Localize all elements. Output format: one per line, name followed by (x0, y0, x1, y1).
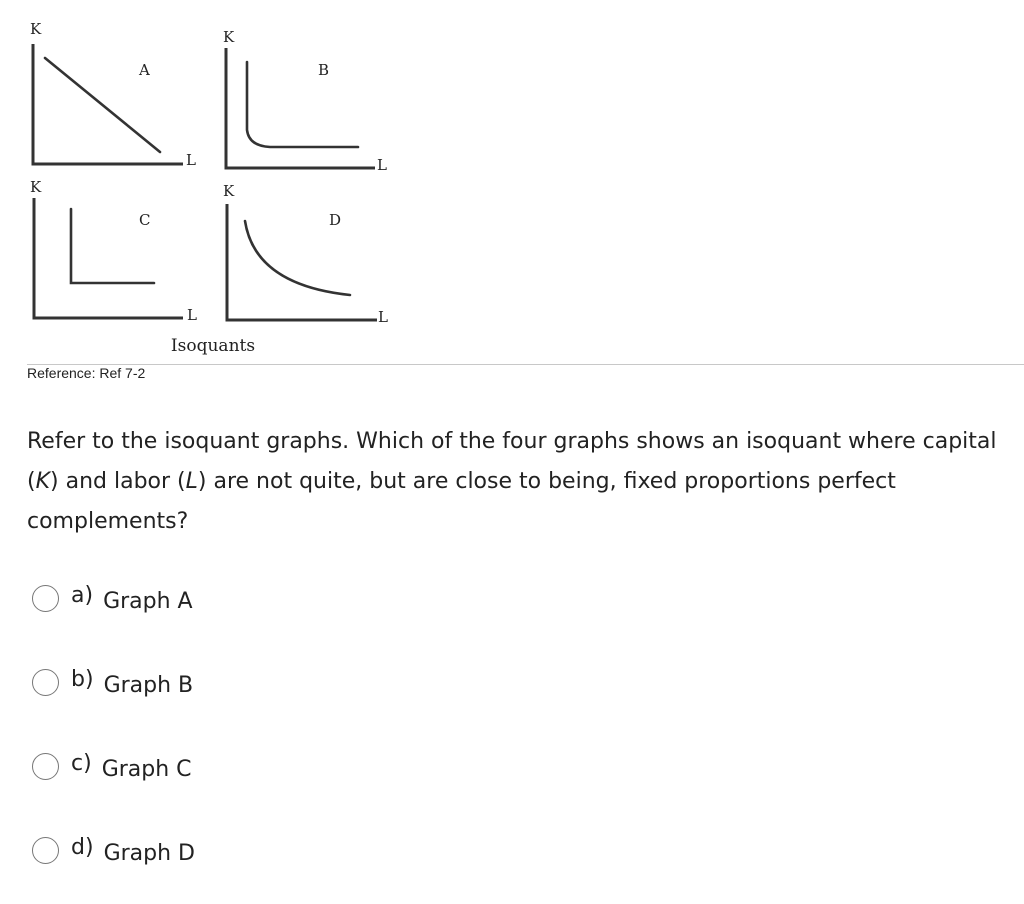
radio-button[interactable] (32, 585, 59, 612)
graph-a (30, 20, 196, 169)
graph-label: B (318, 61, 330, 79)
axes (227, 204, 377, 320)
radio-button[interactable] (32, 669, 59, 696)
axes (226, 48, 375, 168)
isoquant-curve (245, 221, 350, 295)
graph-label: D (329, 211, 342, 229)
question-text (27, 422, 1007, 542)
question-part: ) and labor ( (50, 469, 186, 494)
x-axis-label: L (186, 151, 196, 169)
question-part: ) are not quite, but are close to being, fixed proportions perfect complements? (27, 469, 896, 534)
option-letter: c) (71, 750, 92, 776)
question-part: Refer to the isoquant graphs. Which of the four graphs shows an isoquant where capital ( (27, 429, 997, 494)
axes (34, 198, 183, 318)
graph-d (223, 182, 388, 326)
option-a[interactable] (32, 582, 193, 614)
option-b[interactable] (32, 666, 193, 698)
y-axis-label: K (30, 178, 42, 196)
option-label[interactable]: Graph C (101, 756, 192, 782)
option-letter: b) (71, 666, 94, 692)
option-d[interactable] (32, 834, 195, 866)
x-axis-label: L (378, 308, 388, 326)
y-axis-label: K (223, 182, 235, 200)
option-letter: d) (71, 834, 94, 860)
figure-caption: Isoquants (170, 336, 256, 356)
option-label[interactable]: Graph B (103, 672, 194, 698)
option-label[interactable]: Graph A (103, 588, 193, 614)
reference-text: Reference: Ref 7-2 (27, 365, 146, 381)
divider (27, 364, 1024, 365)
isoquant-curve (247, 62, 358, 147)
x-axis-label: L (377, 156, 387, 174)
radio-button[interactable] (32, 753, 59, 780)
option-letter: a) (71, 582, 94, 608)
capital-symbol: K (35, 469, 51, 494)
option-c[interactable] (32, 750, 192, 782)
y-axis-label: K (223, 28, 235, 46)
graph-b (223, 28, 387, 174)
radio-button[interactable] (32, 837, 59, 864)
graph-c (30, 178, 197, 324)
isoquants-figure (0, 0, 420, 362)
y-axis-label: K (30, 20, 42, 38)
graph-label: C (139, 211, 151, 229)
labor-symbol: L (185, 469, 198, 494)
graph-label: A (139, 61, 150, 79)
axes (33, 44, 183, 164)
x-axis-label: L (187, 306, 197, 324)
option-label[interactable]: Graph D (103, 840, 195, 866)
